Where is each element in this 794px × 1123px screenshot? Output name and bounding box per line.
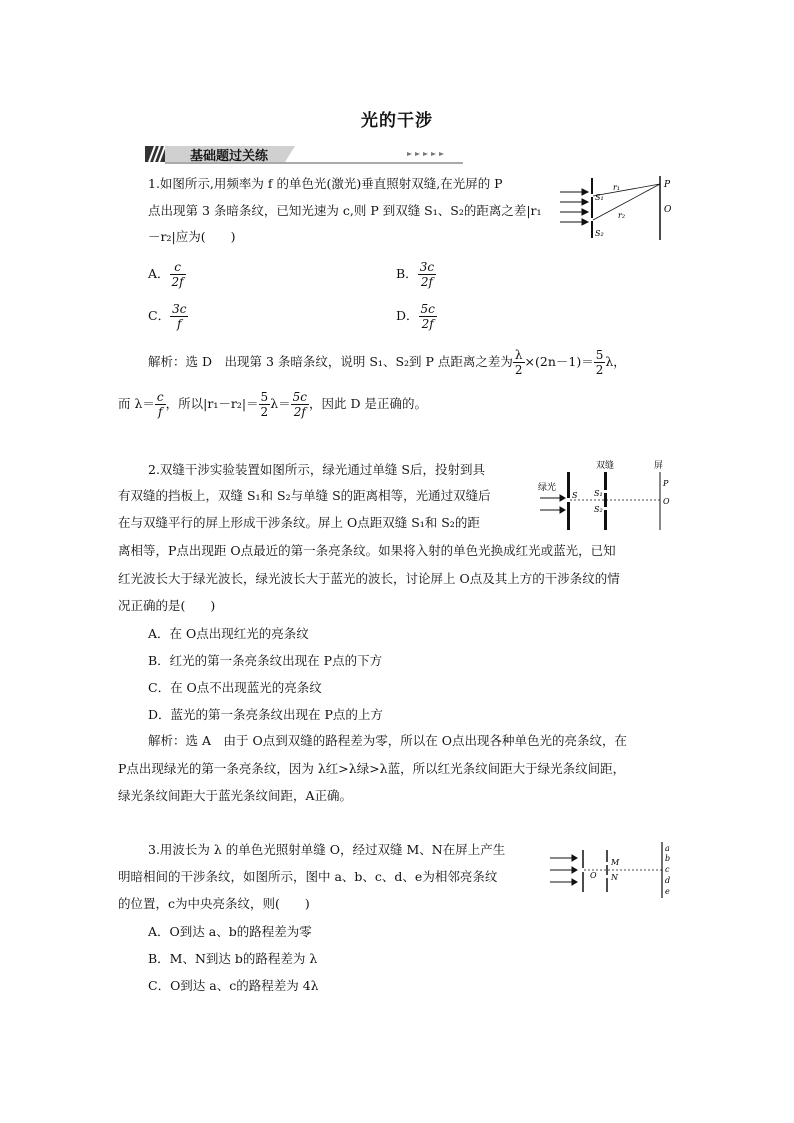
q1-stem-line3: －r₂|应为( ) [148, 229, 236, 244]
q2-option-b[interactable]: B．红光的第一条亮条纹出现在 P点的下方 [148, 653, 383, 668]
q2-fig-green: 绿光 [538, 483, 557, 493]
q1-fig-o: O [664, 205, 672, 215]
q3-option-a[interactable]: A．O到达 a、b的路程差为零 [148, 924, 312, 939]
q2-solution-line1: 解析：选 A 由于 O点到双缝的路程差为零，所以在 O点出现各种单色光的亮条纹，在 [148, 733, 627, 748]
q2-fig-screen: 屏 [654, 461, 664, 471]
q3-fig-m: M [611, 858, 620, 867]
q3-option-c[interactable]: C．O到达 a、c的路程差为 4λ [148, 978, 319, 993]
q1-fig-r1: r₁ [613, 183, 621, 192]
q1-solution-line1: 解析：选 D 出现第 3 条暗条纹，说明 S₁、S₂到 P 点距离之差为 $\frac{\lambda}{2}$ ×(2n－1)＝ $\frac{5}{2}$ λ， [148, 348, 626, 377]
q2-stem-line4: 离相等，P点出现距 O点最近的第一条亮条纹。如果将入射的单色光换成红光或蓝光，已知 [118, 543, 616, 558]
q2-fig-s: S [572, 491, 578, 500]
q3-stem-line3: 的位置，c为中央亮条纹，则( ) [118, 896, 310, 911]
q2-fig-o: O [663, 497, 670, 506]
q1-option-b[interactable]: B． $\frac{3c}{2f}$ [396, 260, 435, 289]
q1-option-c[interactable]: C． $\frac{3c}{f}$ [148, 302, 187, 331]
q2-stem-line5: 红光波长大于绿光波长，绿光波长大于蓝光的波长，讨论屏上 O点及其上方的干涉条纹的情 [118, 571, 620, 586]
q2-fig-s1: S₁ [594, 489, 603, 498]
q2-stem-line1: 2.双缝干涉实验装置如图所示，绿光通过单缝 S后，投射到具 [148, 462, 485, 477]
q3-stem-line1: 3.用波长为 λ 的单色光照射单缝 O，经过双缝 M、N在屏上产生 [148, 842, 506, 857]
q2-stem-line2: 有双缝的挡板上，双缝 S₁和 S₂与单缝 S的距离相等，光通过双缝后 [118, 488, 491, 503]
q2-stem-line3: 在与双缝平行的屏上形成干涉条纹。屏上 O点距双缝 S₁和 S₂的距 [118, 515, 480, 530]
q1-option-a[interactable]: A． $\frac{c}{2f}$ [148, 260, 184, 289]
q1-stem-line2: 点出现第 3 条暗条纹，已知光速为 c,则 P 到双缝 S₁、S₂的距离之差|r₁ [148, 203, 542, 218]
page-title: 光的干涉 [361, 111, 433, 131]
q2-young-experiment-diagram [536, 456, 686, 536]
q2-solution-line2: P点出现绿光的第一条亮条纹，因为 λ红>λ绿>λ蓝，所以红光条纹间距大于绿光条纹间距， [118, 761, 626, 776]
q3-fig-o: O [590, 871, 597, 880]
q3-interference-diagram [548, 840, 676, 900]
section-label: 基础题过关练 [190, 149, 269, 164]
q1-stem-line1: 1.如图所示,用频率为 f 的单色光(激光)垂直照射双缝,在光屏的 P [148, 176, 503, 191]
q2-option-a[interactable]: A．在 O点出现红光的亮条纹 [148, 626, 309, 641]
q1-solution-line2: 而 λ＝ $\frac{c}{f}$ ，所以|r₁－r₂|＝ $\frac{5}{2}$ λ＝ $\frac{5c}{2f}$ ，因此 D 是正确的。 [118, 390, 427, 419]
q2-fig-s2: S₂ [594, 505, 603, 514]
q3-fig-b: b [665, 854, 671, 863]
q2-solution-line3: 绿光条纹间距大于蓝光条纹间距，A正确。 [118, 788, 353, 803]
q1-fig-p: P [664, 180, 671, 190]
q1-fig-s2: S₂ [595, 229, 604, 238]
q3-fig-e: e [665, 887, 670, 896]
q1-double-slit-diagram [558, 172, 698, 244]
q1-fig-r2: r₂ [618, 211, 626, 220]
q2-option-c[interactable]: C．在 O点不出现蓝光的亮条纹 [148, 680, 322, 695]
q3-stem-line2: 明暗相间的干涉条纹，如图所示，图中 a、b、c、d、e为相邻亮条纹 [118, 869, 498, 884]
q3-option-b[interactable]: B．M、N到达 b的路程差为 λ [148, 951, 318, 966]
q2-fig-p: P [663, 479, 669, 488]
q1-option-d[interactable]: D． $\frac{5c}{2f}$ [396, 302, 435, 331]
q2-fig-double: 双缝 [596, 461, 615, 471]
q3-fig-d: d [665, 876, 671, 885]
q2-stem-line6: 况正确的是( ) [118, 598, 216, 613]
q2-option-d[interactable]: D．蓝光的第一条亮条纹出现在 P点的上方 [148, 707, 383, 722]
q1-fig-s1: S₁ [595, 193, 604, 202]
q3-fig-c: c [665, 865, 670, 874]
q3-fig-n: N [611, 873, 618, 882]
q3-fig-a: a [665, 844, 670, 853]
